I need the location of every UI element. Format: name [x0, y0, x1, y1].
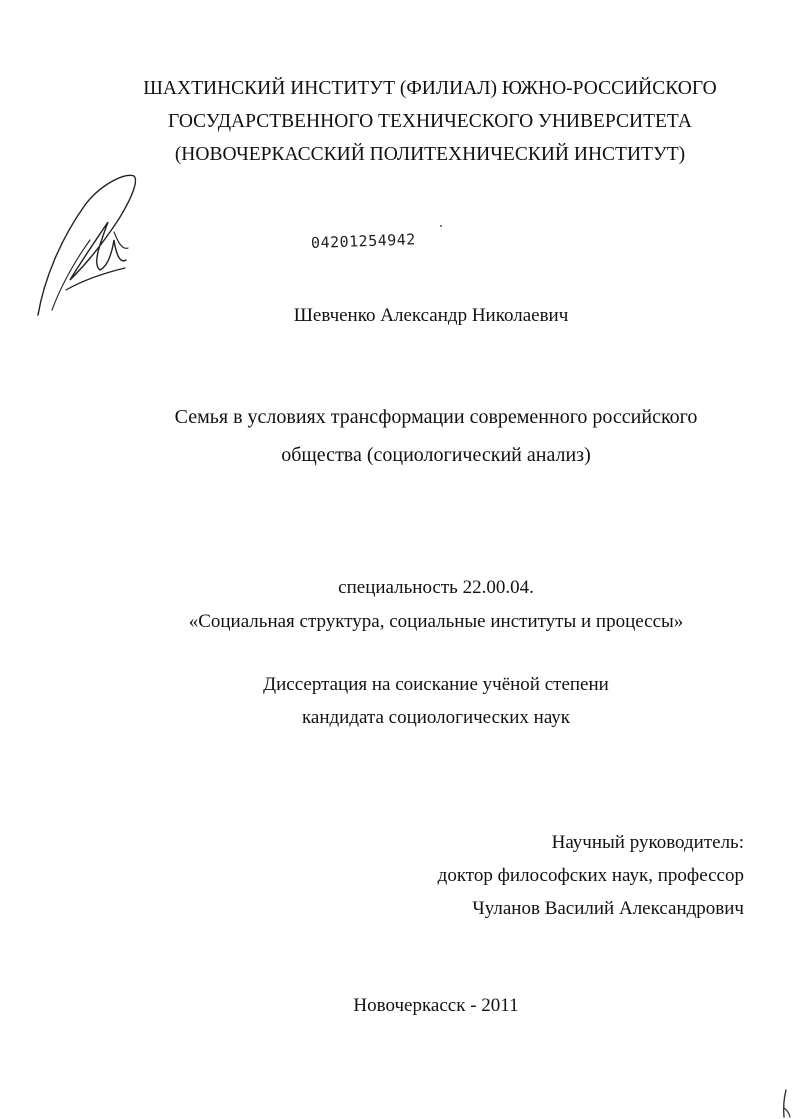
institution-line-2: ГОСУДАРСТВЕННОГО ТЕХНИЧЕСКОГО УНИВЕРСИТЕТА [168, 111, 692, 132]
thesis-title-line-2: общества (социологический анализ) [281, 444, 591, 466]
institution-line-1: ШАХТИНСКИЙ ИНСТИТУТ (ФИЛИАЛ) ЮЖНО-РОССИЙСКОГО [143, 78, 717, 99]
degree-block [40, 668, 792, 734]
speck-mark [440, 225, 442, 227]
city-year-block [40, 990, 792, 1022]
thesis-title-line-1: Семья в условиях трансформации современного российского [174, 406, 698, 428]
supervisor-name: Чуланов Василий Александрович [472, 898, 744, 919]
author-block [35, 300, 792, 332]
degree-line-1: Диссертация на соискание учёной степени [263, 674, 609, 695]
handwritten-signature [30, 170, 145, 320]
registration-number-stamp: 04201254942 [310, 230, 417, 252]
institution-line-3: (НОВОЧЕРКАССКИЙ ПОЛИТЕХНИЧЕСКИЙ ИНСТИТУТ) [174, 144, 686, 165]
specialty-block [40, 571, 792, 639]
specialty-name: «Социальная структура, социальные институты и процессы» [188, 611, 684, 632]
corner-scan-mark [778, 1088, 792, 1119]
author-name: Шевченко Александр Николаевич [293, 305, 569, 326]
supervisor-rank: доктор философских наук, профессор [437, 865, 744, 886]
specialty-code: специальность 22.00.04. [338, 577, 534, 598]
degree-line-2: кандидата социологических наук [301, 707, 571, 728]
institution-header [30, 72, 792, 171]
supervisor-label: Научный руководитель: [551, 832, 744, 853]
supervisor-block [438, 826, 744, 925]
city-year: Новочеркасск - 2011 [353, 995, 519, 1016]
thesis-title [40, 398, 792, 474]
